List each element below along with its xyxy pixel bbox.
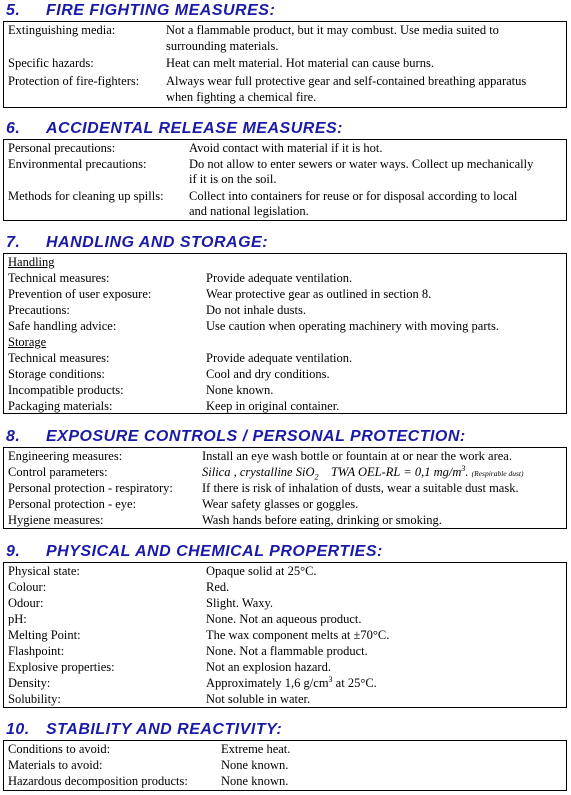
label-packaging-materials: Packaging materials: bbox=[8, 399, 113, 413]
label-extinguishing-media: Extinguishing media: bbox=[8, 23, 116, 37]
section-7-title: 7. HANDLING AND STORAGE: bbox=[6, 234, 269, 251]
label-environmental-precautions: Environmental precautions: bbox=[8, 157, 147, 171]
label-engineering-measures: Engineering measures: bbox=[8, 449, 123, 463]
value-hazardous-decomposition: None known. bbox=[221, 774, 289, 788]
label-conditions-avoid: Conditions to avoid: bbox=[8, 742, 111, 756]
value-density: Approximately 1,6 $g/cm^3$ at 25°C. bbox=[206, 674, 377, 690]
label-materials-avoid: Materials to avoid: bbox=[8, 758, 103, 772]
value-incompatible-products: None known. bbox=[206, 383, 274, 397]
section-5-title: 5. FIRE FIGHTING MEASURES: bbox=[6, 2, 276, 19]
value-colour: Red. bbox=[206, 580, 230, 594]
label-incompatible-products: Incompatible products: bbox=[8, 383, 124, 397]
value-engineering-measures: Install an eye wash bottle or fountain at or near the work area. bbox=[202, 449, 512, 463]
value-hygiene-measures: Wash hands before eating, drinking or smoking. bbox=[202, 513, 442, 527]
value-packaging-materials: Keep in original container. bbox=[206, 399, 340, 413]
label-solubility: Solubility: bbox=[8, 692, 61, 706]
value-technical-measures: Provide adequate ventilation. bbox=[206, 271, 353, 285]
label-storage-technical: Technical measures: bbox=[8, 351, 110, 365]
label-precautions: Precautions: bbox=[8, 303, 70, 317]
label-ph: pH: bbox=[8, 612, 27, 626]
section-8-box bbox=[3, 447, 567, 529]
value-flashpoint: None. Not a flammable product. bbox=[206, 644, 368, 658]
value-environmental-precautions-cont: if it is on the soil. bbox=[189, 172, 277, 186]
storage-heading: Storage bbox=[8, 335, 47, 349]
section-7-box bbox=[3, 253, 567, 414]
label-safe-handling: Safe handling advice: bbox=[8, 319, 117, 333]
label-protection-eye: Personal protection - eye: bbox=[8, 497, 137, 511]
section-6-title: 6. ACCIDENTAL RELEASE MEASURES: bbox=[6, 120, 343, 137]
label-colour: Colour: bbox=[8, 580, 47, 594]
label-melting-point: Melting Point: bbox=[8, 628, 81, 642]
value-explosive-properties: Not an explosion hazard. bbox=[206, 660, 331, 674]
section-6-box bbox=[3, 139, 567, 221]
label-protection-firefighters: Protection of fire-fighters: bbox=[8, 74, 140, 88]
label-density: Density: bbox=[8, 676, 51, 690]
value-ph: None. Not an aqueous product. bbox=[206, 612, 362, 626]
value-safe-handling: Use caution when operating machinery with moving parts. bbox=[206, 319, 499, 333]
section-9-box bbox=[3, 562, 567, 708]
value-solubility: Not soluble in water. bbox=[206, 692, 311, 706]
section-5-box bbox=[3, 21, 567, 108]
label-hazardous-decomposition: Hazardous decomposition products: bbox=[8, 774, 188, 788]
handling-heading: Handling bbox=[8, 255, 55, 269]
value-storage-technical: Provide adequate ventilation. bbox=[206, 351, 353, 365]
value-control-parameters: Silica , crystalline SiO$_2$ TWA OEL-RL = 0,1 $mg/m^3$. (Respirable dust) bbox=[202, 463, 524, 482]
value-melting-point: The wax component melts at ±70°C. bbox=[206, 628, 390, 642]
value-protection-eye: Wear safety glasses or goggles. bbox=[202, 497, 359, 511]
label-cleaning-spills: Methods for cleaning up spills: bbox=[8, 189, 164, 203]
value-odour: Slight. Waxy. bbox=[206, 596, 274, 610]
value-conditions-avoid: Extreme heat. bbox=[221, 742, 291, 756]
value-extinguishing-media: Not a flammable product, but it may combust. Use media suited to bbox=[166, 23, 499, 37]
label-odour: Odour: bbox=[8, 596, 44, 610]
label-hygiene-measures: Hygiene measures: bbox=[8, 513, 104, 527]
label-prevention-exposure: Prevention of user exposure: bbox=[8, 287, 152, 301]
value-protection-firefighters: Always wear full protective gear and self-contained breathing apparatus bbox=[166, 74, 527, 88]
section-9-title: 9. PHYSICAL AND CHEMICAL PROPERTIES: bbox=[6, 543, 383, 560]
value-materials-avoid: None known. bbox=[221, 758, 289, 772]
value-personal-precautions: Avoid contact with material if it is hot. bbox=[189, 141, 383, 155]
label-flashpoint: Flashpoint: bbox=[8, 644, 65, 658]
label-physical-state: Physical state: bbox=[8, 564, 80, 578]
value-environmental-precautions: Do not allow to enter sewers or water ways. Collect up mechanically bbox=[189, 157, 534, 171]
label-explosive-properties: Explosive properties: bbox=[8, 660, 115, 674]
label-specific-hazards: Specific hazards: bbox=[8, 56, 94, 70]
label-control-parameters: Control parameters: bbox=[8, 465, 108, 479]
section-10-title: 10. STABILITY AND REACTIVITY: bbox=[6, 721, 283, 738]
value-extinguishing-media-cont: surrounding materials. bbox=[166, 39, 279, 53]
label-technical-measures: Technical measures: bbox=[8, 271, 110, 285]
value-physical-state: Opaque solid at 25°C. bbox=[206, 564, 317, 578]
label-personal-precautions: Personal precautions: bbox=[8, 141, 116, 155]
value-cleaning-spills: Collect into containers for reuse or for disposal according to local bbox=[189, 189, 518, 203]
value-cleaning-spills-cont: and national legislation. bbox=[189, 204, 309, 218]
value-precautions: Do not inhale dusts. bbox=[206, 303, 306, 317]
value-protection-respiratory: If there is risk of inhalation of dusts, wear a suitable dust mask. bbox=[202, 481, 519, 495]
value-storage-conditions: Cool and dry conditions. bbox=[206, 367, 330, 381]
value-prevention-exposure: Wear protective gear as outlined in section 8. bbox=[206, 287, 432, 301]
section-10-box bbox=[3, 740, 567, 791]
label-storage-conditions: Storage conditions: bbox=[8, 367, 105, 381]
value-protection-firefighters-cont: when fighting a chemical fire. bbox=[166, 90, 317, 104]
value-specific-hazards: Heat can melt material. Hot material can cause burns. bbox=[166, 56, 434, 70]
label-protection-respiratory: Personal protection - respiratory: bbox=[8, 481, 173, 495]
section-8-title: 8. EXPOSURE CONTROLS / PERSONAL PROTECTION: bbox=[6, 428, 466, 445]
